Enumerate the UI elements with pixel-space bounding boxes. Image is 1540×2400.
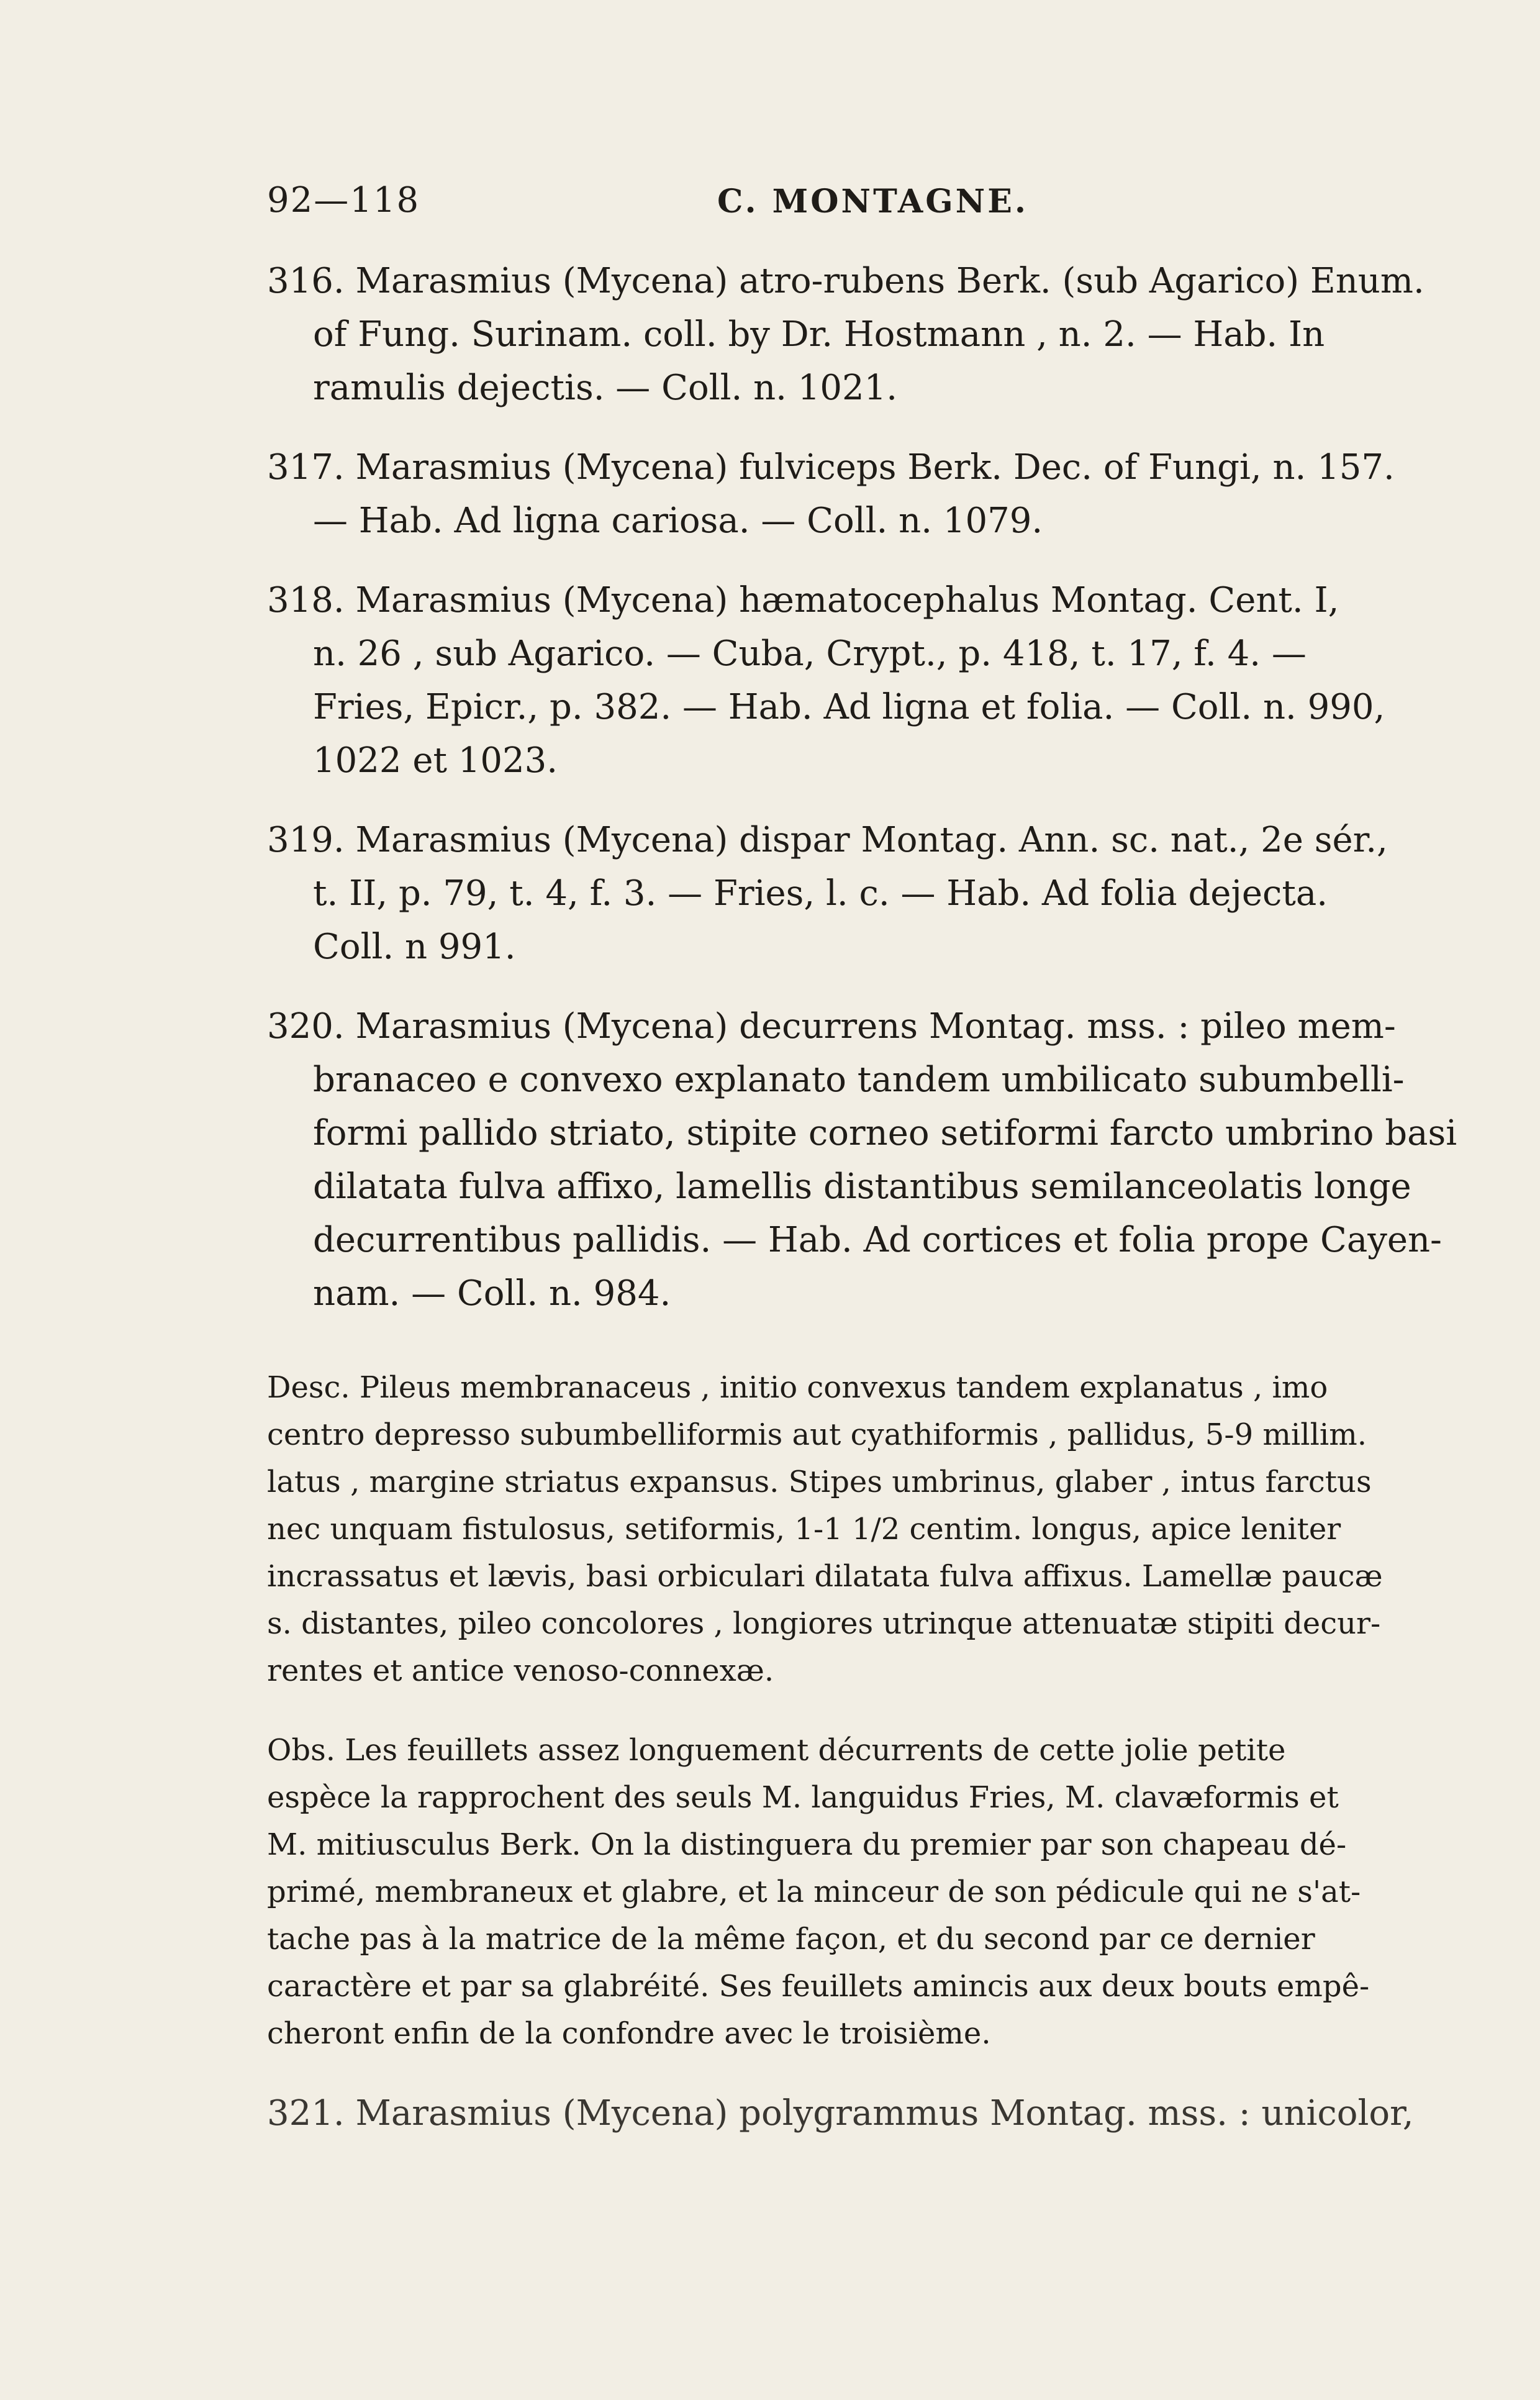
page-number: 92—118 bbox=[267, 180, 420, 220]
entry-line: nam. — Coll. n. 984. bbox=[313, 1273, 671, 1314]
entry-line: of Fung. Surinam. coll. by Dr. Hostmann , n. 2. — Hab. In bbox=[313, 314, 1325, 355]
observation-line: caractère et par sa glabréité. Ses feuillets amincis aux deux bouts empê- bbox=[267, 1969, 1370, 2004]
description-line: centro depresso subumbelliformis aut cyathiformis , pallidus, 5-9 millim. bbox=[267, 1417, 1367, 1452]
entry-line: — Hab. Ad ligna cariosa. — Coll. n. 1079. bbox=[313, 501, 1043, 541]
entry-line: 321. Marasmius (Mycena) polygrammus Montag. mss. : unicolor, bbox=[267, 2093, 1414, 2134]
entry-line: 318. Marasmius (Mycena) hæmatocephalus Montag. Cent. I, bbox=[267, 580, 1339, 620]
entry-line: ramulis dejectis. — Coll. n. 1021. bbox=[313, 368, 898, 408]
entry-line: 317. Marasmius (Mycena) fulviceps Berk. Dec. of Fungi, n. 157. bbox=[267, 447, 1395, 488]
entry-317 bbox=[267, 441, 1428, 548]
entry-321 bbox=[267, 2087, 1428, 2140]
observation-line: Obs. Les feuillets assez longuement décurrents de cette jolie petite bbox=[267, 1733, 1286, 1768]
observation-line: espèce la rapprochent des seuls M. languidus Fries, M. clavæformis et bbox=[267, 1780, 1339, 1815]
entry-316 bbox=[267, 255, 1428, 415]
description-paragraph bbox=[267, 1364, 1428, 1694]
entry-line: n. 26 , sub Agarico. — Cuba, Crypt., p. 418, t. 17, f. 4. — bbox=[313, 634, 1307, 674]
entry-line: Fries, Epicr., p. 382. — Hab. Ad ligna et folia. — Coll. n. 990, bbox=[313, 687, 1385, 727]
observation-line: cheront enfin de la confondre avec le troisième. bbox=[267, 2016, 991, 2051]
description-line: Desc. Pileus membranaceus , initio convexus tandem explanatus , imo bbox=[267, 1370, 1328, 1405]
description-line: rentes et antice venoso-connexæ. bbox=[267, 1653, 774, 1688]
entry-320 bbox=[267, 1000, 1457, 1320]
observation-line: M. mitiusculus Berk. On la distinguera du premier par son chapeau dé- bbox=[267, 1827, 1347, 1862]
entry-319 bbox=[267, 814, 1428, 974]
entry-line: formi pallido striato, stipite corneo setiformi farcto umbrino basi bbox=[313, 1113, 1457, 1153]
entry-line: 1022 et 1023. bbox=[313, 740, 558, 781]
running-head bbox=[267, 174, 1428, 242]
entry-line: dilatata fulva affixo, lamellis distantibus semilanceolatis longe bbox=[313, 1166, 1411, 1207]
entry-line: 320. Marasmius (Mycena) decurrens Montag. mss. : pileo mem- bbox=[267, 1006, 1396, 1047]
description-line: latus , margine striatus expansus. Stipes umbrinus, glaber , intus farctus bbox=[267, 1465, 1372, 1499]
description-line: nec unquam fistulosus, setiformis, 1-1 1/2 centim. longus, apice leniter bbox=[267, 1512, 1341, 1547]
entry-318 bbox=[267, 574, 1428, 788]
page-content bbox=[267, 174, 1457, 2140]
entry-line: branaceo e convexo explanato tandem umbilicato subumbelli- bbox=[313, 1060, 1405, 1100]
entry-line: 316. Marasmius (Mycena) atro-rubens Berk. (sub Agarico) Enum. bbox=[267, 261, 1424, 301]
entry-line: t. II, p. 79, t. 4, f. 3. — Fries, l. c. — Hab. Ad folia dejecta. bbox=[313, 873, 1328, 914]
entry-line: Coll. n 991. bbox=[313, 927, 516, 967]
description-line: s. distantes, pileo concolores , longiores utrinque attenuatæ stipiti decur- bbox=[267, 1606, 1381, 1641]
entry-line: decurrentibus pallidis. — Hab. Ad cortices et folia prope Cayen- bbox=[313, 1220, 1442, 1260]
description-line: incrassatus et lævis, basi orbiculari dilatata fulva affixus. Lamellæ paucæ bbox=[267, 1559, 1383, 1594]
observation-line: primé, membraneux et glabre, et la minceur de son pédicule qui ne s'at- bbox=[267, 1875, 1361, 1909]
entry-line: 319. Marasmius (Mycena) dispar Montag. Ann. sc. nat., 2e sér., bbox=[267, 820, 1388, 860]
running-title: C. MONTAGNE. bbox=[717, 183, 1028, 220]
observation-line: tache pas à la matrice de la même façon, et du second par ce dernier bbox=[267, 1922, 1315, 1957]
observation-paragraph bbox=[267, 1727, 1428, 2057]
